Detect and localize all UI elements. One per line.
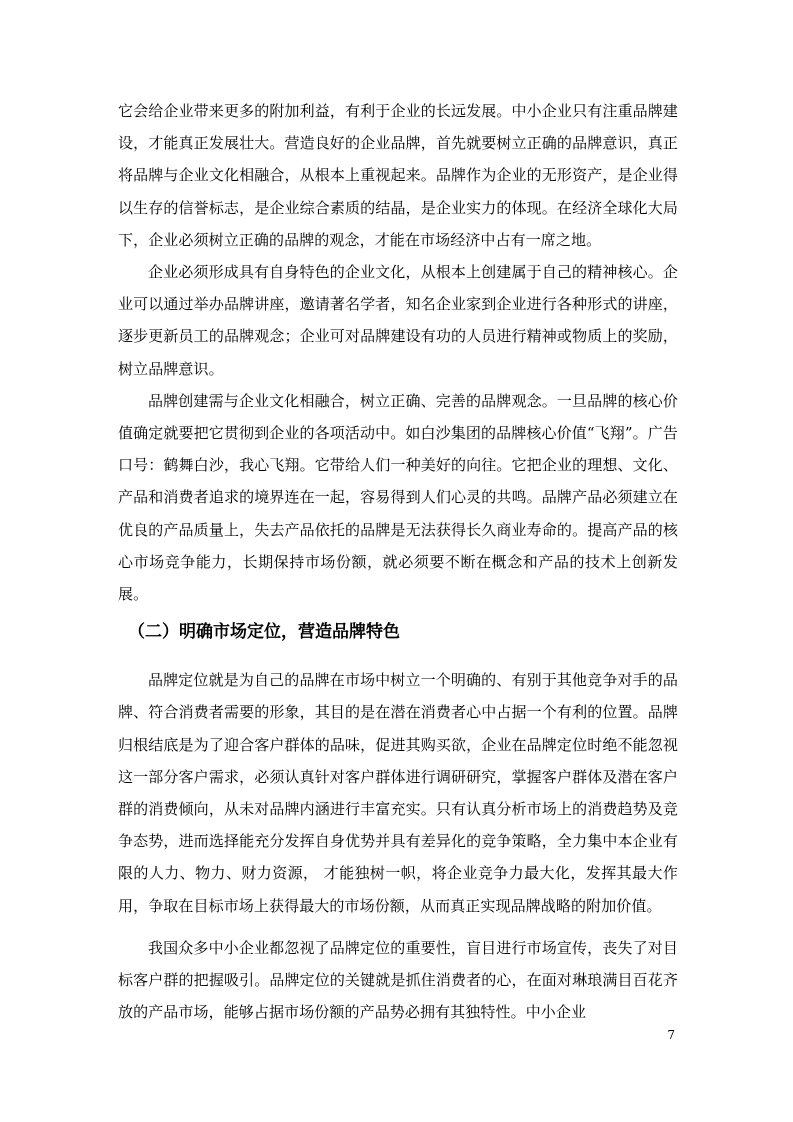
paragraph-sme-positioning: 我国众多中小企业都忽视了品牌定位的重要性，盲目进行市场宣传，丧失了对目标客户群的把握吸引。品牌定位的关键就是抓住消费者的心，在面对琳琅满目百花齐放的产品市场，能够占据市场份额的产品势必拥有其独特性。中小企业 bbox=[118, 938, 678, 1022]
paragraph-brand-creation: 品牌创建需与企业文化相融合，树立正确、完善的品牌观念。一旦品牌的核心价值确定就要把它贯彻到企业的各项活动中。如白沙集团的品牌核心价值“飞翔”。广告口号：鹤舞白沙，我心飞翔。它带给人们一种美好的向往。它把企业的理想、文化、产品和消费者追求的境界连在一起，容易得到人们心灵的共鸣。品牌产品必须建立在优良的产品质量上，失去产品依托的品牌是无法获得长久商业寿命的。提高产品的核心市场竞争能力，长期保持市场份额，就必须要不断在概念和产品的技术上创新发展。 bbox=[118, 391, 678, 604]
document-page bbox=[118, 95, 678, 1028]
paragraph-brand-positioning: 品牌定位就是为自己的品牌在市场中树立一个明确的、有别于其他竞争对手的品牌、符合消费者需要的形象，其目的是在潜在消费者心中占据一个有利的位置。品牌归根结底是为了迎合客户群体的品味，促进其购买欲，企业在品牌定位时绝不能忽视这一部分客户需求，必须认真针对客户群体进行调研研究，掌握客户群体及潜在客户群的消费倾向，从未对品牌内涵进行丰富充实。只有认真分析市场上的消费趋势及竞争态势，进而选择能充分发挥自身优势并具有差异化的竞争策略，全力集中本企业有限的人力、物力、财力资源， 才能独树一帜，将企业竞争力最大化，发挥其最大作用，争取在目标市场上获得最大的市场份额，从而真正实现品牌战略的附加价值。 bbox=[118, 671, 678, 915]
page-number: 7 bbox=[667, 1028, 675, 1042]
paragraph-corporate-culture: 企业必须形成具有自身特色的企业文化，从根本上创建属于自己的精神核心。企业可以通过举办品牌讲座，邀请著名学者，知名企业家到企业进行各种形式的讲座，逐步更新员工的品牌观念；企业可对品牌建设有功的人员进行精神或物质上的奖励，树立品牌意识。 bbox=[118, 263, 678, 378]
section-heading: （二）明确市场定位，营造品牌特色 bbox=[128, 622, 400, 643]
paragraph-brand-value: 它会给企业带来更多的附加利益，有利于企业的长远发展。中小企业只有注重品牌建设，才能真正发展壮大。营造良好的企业品牌，首先就要树立正确的品牌意识，真正将品牌与企业文化相融合，从根本上重视起来。品牌作为企业的无形资产，是企业得以生存的信誉标志，是企业综合素质的结晶，是企业实力的体现。在经济全球化大局下，企业必须树立正确的品牌的观念，才能在市场经济中占有一席之地。 bbox=[118, 102, 678, 249]
